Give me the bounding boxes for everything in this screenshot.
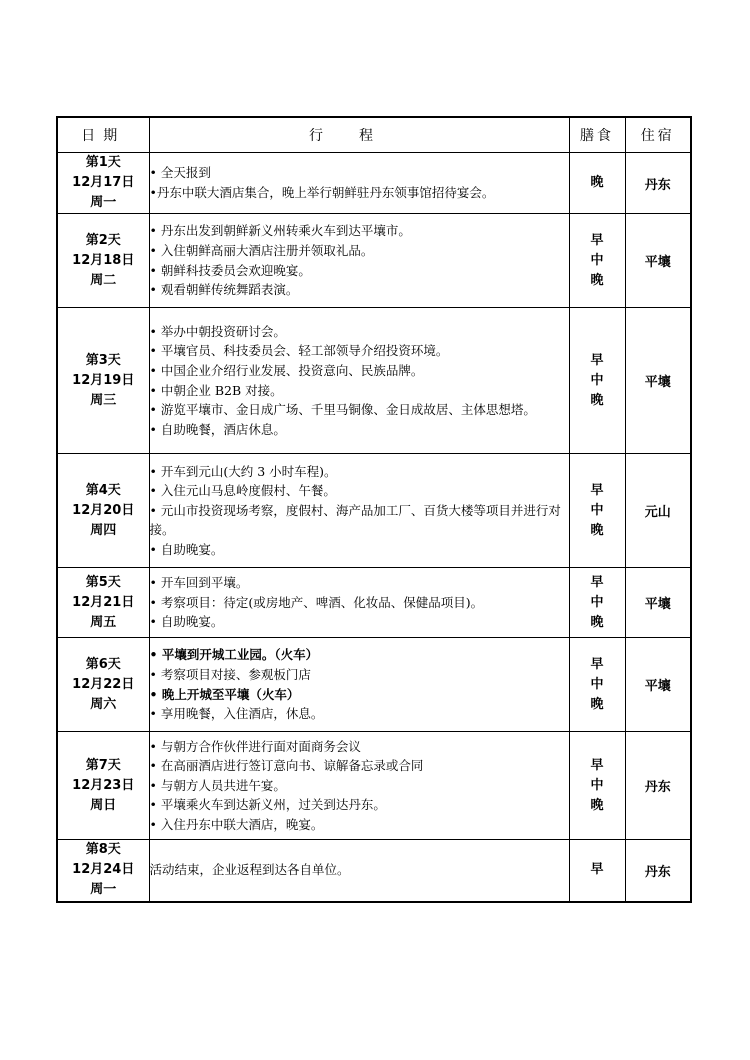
stay-cell: 平壤 <box>625 308 691 454</box>
date-date: 12月22日 <box>72 676 135 692</box>
meal-item: 晚 <box>590 797 604 813</box>
stay-cell: 平壤 <box>625 214 691 308</box>
itinerary-cell <box>149 732 569 840</box>
itinerary-item: • 晚上开城至平壤（火车） <box>149 686 300 702</box>
date-cell <box>57 454 149 568</box>
date-day: 第2天 <box>85 232 121 248</box>
meals-cell <box>569 732 625 840</box>
date-day: 第6天 <box>85 656 121 672</box>
date-cell <box>57 568 149 638</box>
itinerary-item: • 游览平壤市、金日成广场、千里马铜像、金日成故居、主体思想塔。 <box>149 402 536 418</box>
itinerary-item: • 中朝企业 B2B 对接。 <box>149 382 283 398</box>
stay-cell: 丹东 <box>625 732 691 840</box>
header-itinerary: 行程 <box>149 117 569 153</box>
table-row <box>57 214 691 308</box>
table-row <box>57 153 691 214</box>
itinerary-item: • 自助晚餐，酒店休息。 <box>149 421 286 437</box>
meal-item: 中 <box>590 252 604 268</box>
header-date: 日期 <box>57 117 149 153</box>
date-weekday: 周一 <box>90 882 117 898</box>
itinerary-cell <box>149 840 569 902</box>
date-day: 第3天 <box>85 352 121 368</box>
meal-item: 晚 <box>590 272 604 288</box>
itinerary-item: • 平壤乘火车到达新义州，过关到达丹东。 <box>149 797 386 813</box>
date-cell <box>57 214 149 308</box>
itinerary-table <box>56 116 692 903</box>
date-day: 第1天 <box>85 155 121 170</box>
date-day: 第7天 <box>85 757 121 773</box>
itinerary-item: 活动结束，企业返程到达各自单位。 <box>149 862 350 878</box>
date-date: 12月23日 <box>72 777 135 793</box>
itinerary-item: • 与朝方合作伙伴进行面对面商务会议 <box>149 738 361 754</box>
date-weekday: 周六 <box>90 696 117 712</box>
stay-cell: 丹东 <box>625 840 691 902</box>
itinerary-item: • 考察项目对接、参观板门店 <box>149 666 311 682</box>
stay-cell: 平壤 <box>625 568 691 638</box>
meal-item: 晚 <box>590 614 604 630</box>
date-day: 第5天 <box>85 574 121 590</box>
itinerary-item: • 与朝方人员共进午宴。 <box>149 777 286 793</box>
itinerary-item: • 观看朝鲜传统舞蹈表演。 <box>149 282 299 298</box>
date-cell <box>57 840 149 902</box>
meal-item: 中 <box>590 372 604 388</box>
meals-cell <box>569 308 625 454</box>
date-date: 12月20日 <box>72 502 135 518</box>
itinerary-cell <box>149 638 569 732</box>
stay-cell: 平壤 <box>625 638 691 732</box>
meal-item: 早 <box>590 757 604 773</box>
itinerary-item: • 入住丹东中联大酒店，晚宴。 <box>149 816 324 832</box>
itinerary-item: • 享用晚餐，入住酒店，休息。 <box>149 706 324 722</box>
itinerary-cell <box>149 214 569 308</box>
itinerary-cell <box>149 454 569 568</box>
meal-item: 早 <box>590 862 604 878</box>
date-cell <box>57 153 149 214</box>
itinerary-item: • 全天报到 <box>149 165 211 181</box>
meals-cell <box>569 568 625 638</box>
date-weekday: 周一 <box>90 195 117 210</box>
date-weekday: 周日 <box>90 797 117 813</box>
itinerary-item: •丹东中联大酒店集合，晚上举行朝鲜驻丹东领事馆招待宴会。 <box>149 185 495 200</box>
meals-cell <box>569 454 625 568</box>
meal-item: 早 <box>590 574 604 590</box>
meal-item: 晚 <box>590 392 604 408</box>
table-row <box>57 568 691 638</box>
header-row <box>57 117 691 153</box>
itinerary-item: • 朝鲜科技委员会欢迎晚宴。 <box>149 262 311 278</box>
itinerary-cell <box>149 153 569 214</box>
date-weekday: 周五 <box>90 614 117 630</box>
date-date: 12月18日 <box>72 252 135 268</box>
table-row <box>57 840 691 902</box>
date-day: 第8天 <box>85 842 121 858</box>
itinerary-cell <box>149 308 569 454</box>
date-weekday: 周二 <box>90 272 117 288</box>
meal-item: 早 <box>590 656 604 672</box>
header-stay: 住宿 <box>625 117 691 153</box>
date-date: 12月24日 <box>72 862 135 878</box>
itinerary-item: • 开车到元山(大约 3 小时车程)。 <box>149 463 337 479</box>
date-cell <box>57 732 149 840</box>
meal-item: 晚 <box>590 522 604 538</box>
itinerary-item: • 开车回到平壤。 <box>149 575 249 591</box>
table-row <box>57 454 691 568</box>
table-row <box>57 638 691 732</box>
itinerary-item: • 入住元山马息岭度假村、午餐。 <box>149 483 336 499</box>
itinerary-item: • 中国企业介绍行业发展、投资意向、民族品牌。 <box>149 362 424 378</box>
date-weekday: 周四 <box>90 522 117 538</box>
stay-cell: 丹东 <box>625 153 691 214</box>
table-row <box>57 308 691 454</box>
meals-cell <box>569 638 625 732</box>
date-date: 12月21日 <box>72 594 135 610</box>
itinerary-item: • 平壤到开城工业园。（火车） <box>149 647 319 663</box>
table-row <box>57 732 691 840</box>
meal-item: 中 <box>590 777 604 793</box>
date-cell <box>57 308 149 454</box>
date-cell <box>57 638 149 732</box>
meal-item: 中 <box>590 676 604 692</box>
itinerary-item: • 考察项目：待定(或房地产、啤酒、化妆品、保健品项目)。 <box>149 594 484 610</box>
stay-cell: 元山 <box>625 454 691 568</box>
date-date: 12月19日 <box>72 372 135 388</box>
itinerary-item: • 丹东出发到朝鲜新义州转乘火车到达平壤市。 <box>149 223 411 239</box>
meal-item: 早 <box>590 482 604 498</box>
meal-item: 晚 <box>590 175 604 190</box>
itinerary-item: • 自助晚宴。 <box>149 614 224 630</box>
itinerary-item: • 在高丽酒店进行签订意向书、谅解备忘录或合同 <box>149 758 424 774</box>
date-day: 第4天 <box>85 482 121 498</box>
meals-cell <box>569 840 625 902</box>
date-date: 12月17日 <box>72 175 135 190</box>
meals-cell <box>569 153 625 214</box>
meal-item: 晚 <box>590 696 604 712</box>
date-weekday: 周三 <box>90 392 117 408</box>
meal-item: 中 <box>590 502 604 518</box>
meal-item: 早 <box>590 232 604 248</box>
itinerary-cell <box>149 568 569 638</box>
meal-item: 早 <box>590 352 604 368</box>
itinerary-item: • 元山市投资现场考察，度假村、海产品加工厂、百货大楼等项目并进行对接。 <box>149 502 561 538</box>
header-meals: 膳食 <box>569 117 625 153</box>
itinerary-item: • 自助晚宴。 <box>149 541 224 557</box>
itinerary-item: • 平壤官员、科技委员会、轻工部领导介绍投资环境。 <box>149 343 449 359</box>
itinerary-item: • 举办中朝投资研讨会。 <box>149 323 286 339</box>
itinerary-item: • 入住朝鲜高丽大酒店注册并领取礼品。 <box>149 242 374 258</box>
meal-item: 中 <box>590 594 604 610</box>
meals-cell <box>569 214 625 308</box>
